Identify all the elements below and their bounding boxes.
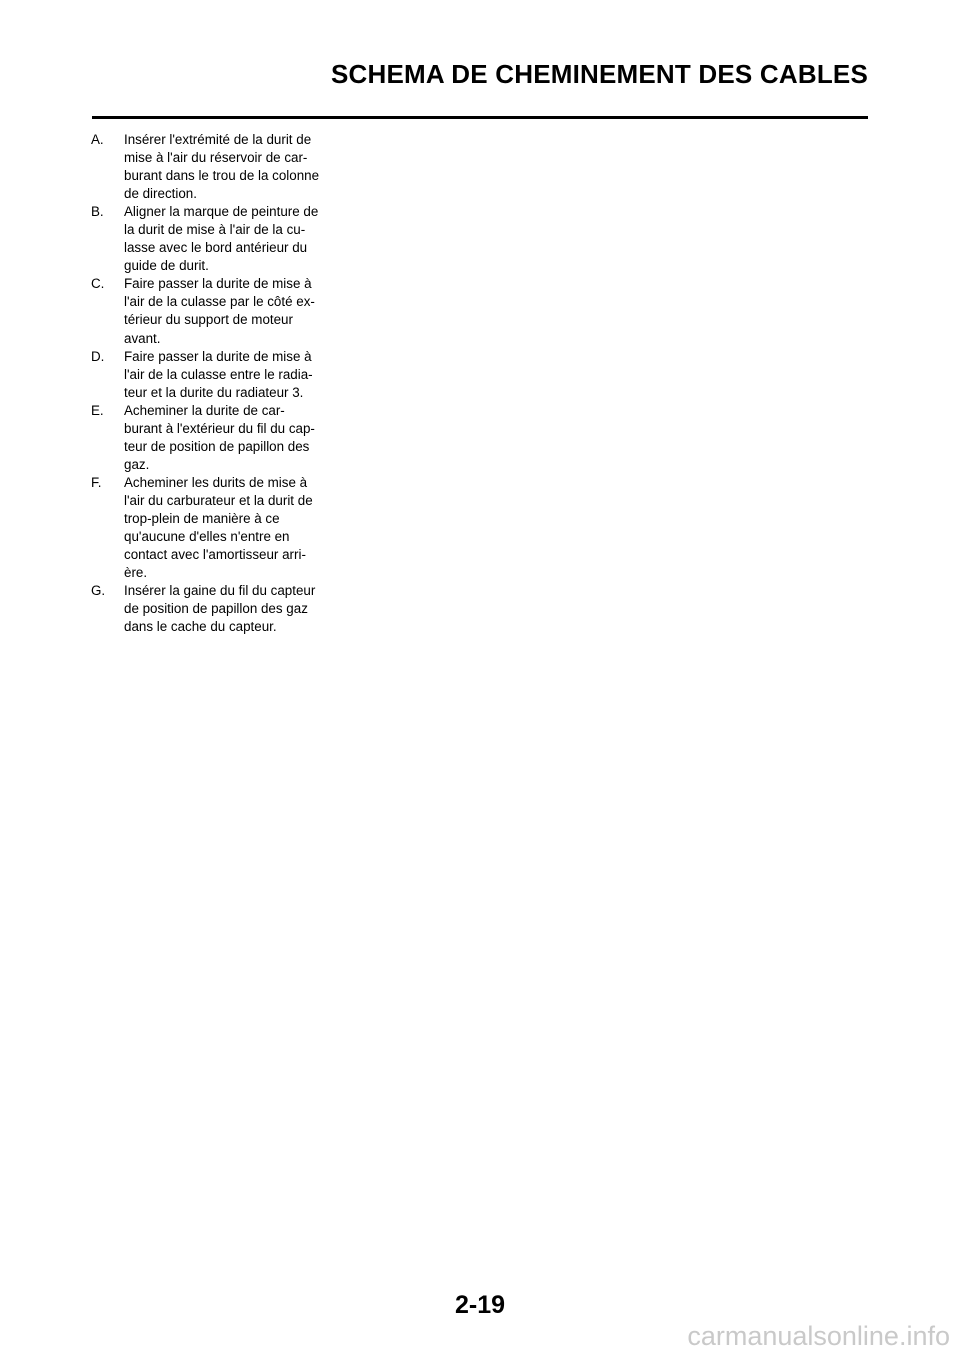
item-letter: G.	[91, 583, 106, 599]
item-letter: D.	[91, 348, 105, 364]
page-number: 2-19	[454, 1291, 506, 1319]
list-item	[91, 275, 331, 347]
item-text: Faire passer la durite de mise à l'air de la culasse par le côté ex- térieur du support de moteur avant.	[124, 276, 315, 346]
item-text: Insérer la gaine du fil du capteur de position de papillon des gaz dans le cache du capteur.	[124, 583, 316, 635]
page-title: SCHEMA DE CHEMINEMENT DES CABLES	[330, 59, 868, 89]
item-text: Aligner la marque de peinture de la durit de mise à l'air de la cu- lasse avec le bord antérieur du guide de durit.	[124, 204, 319, 274]
item-letter: F.	[91, 474, 102, 490]
item-text: Acheminer la durite de car- burant à l'extérieur du fil du cap- teur de position de papillon des gaz.	[124, 402, 315, 472]
item-letter: A.	[91, 132, 104, 147]
list-item	[91, 402, 331, 474]
item-text: Insérer l'extrémité de la durit de mise à l'air du réservoir de car- burant dans le trou de la colonne de direction.	[124, 132, 320, 202]
item-letter: B.	[91, 204, 104, 220]
list-item	[91, 131, 331, 203]
watermark-text: carmanualsonline.info	[687, 1321, 950, 1351]
item-letter: C.	[91, 276, 105, 292]
instruction-list	[91, 131, 331, 636]
list-item	[91, 582, 331, 636]
item-letter: E.	[91, 402, 104, 418]
list-item	[91, 474, 331, 582]
item-text: Faire passer la durite de mise à l'air de la culasse entre le radia- teur et la durite du radiateur 3.	[124, 348, 313, 400]
item-text: Acheminer les durits de mise à l'air du carburateur et la durit de trop-plein de manière à ce qu'aucune d'elles n'entre en contact avec l'amortisseur arri- ère.	[124, 474, 313, 581]
header-divider	[92, 116, 868, 119]
list-item	[91, 203, 331, 275]
list-item	[91, 348, 331, 402]
